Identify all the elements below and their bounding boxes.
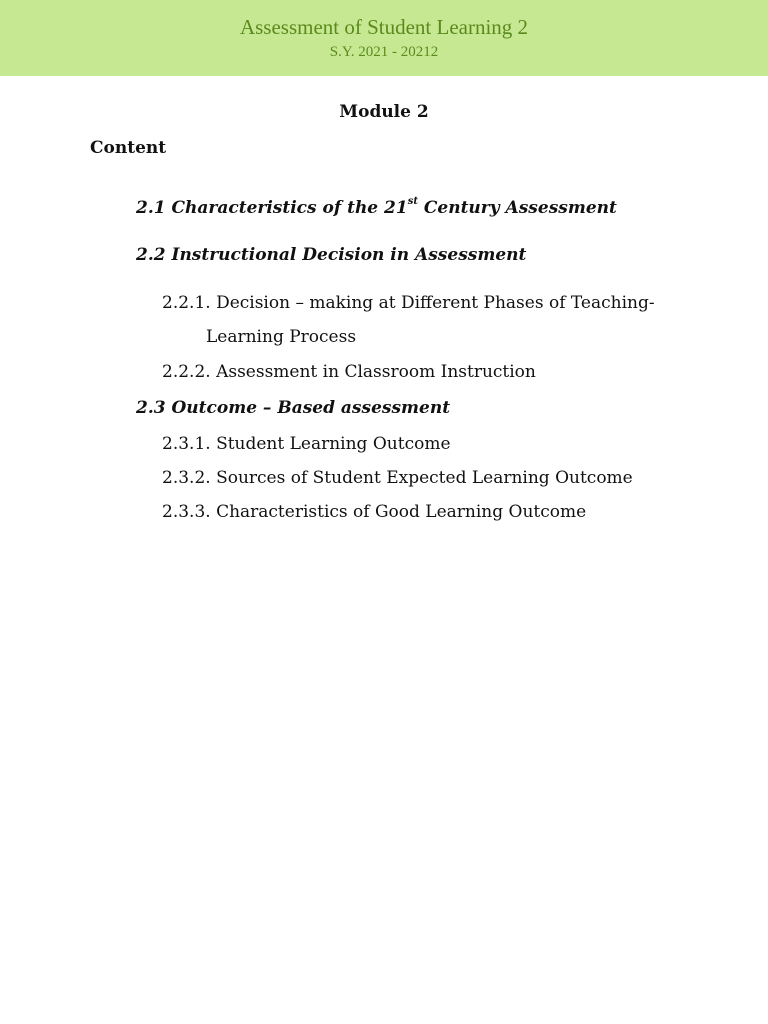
section-heading-2-3: 2.3 Outcome – Based assessment [136,398,451,418]
list-item-2-2-1-continued: Learning Process [206,327,357,347]
header-title: Assessment of Student Learning 2 [239,15,529,39]
list-item-2-3-2: 2.3.2. Sources of Student Expected Learning Outcome [162,468,633,488]
module-title: Module 2 [339,102,429,122]
list-item-2-2-1: 2.2.1. Decision – making at Different Phases of Teaching- [162,293,655,313]
section-heading-2-1 [136,197,617,219]
list-item-2-2-2: 2.2.2. Assessment in Classroom Instruction [162,362,536,382]
section-heading-2-2: 2.2 Instructional Decision in Assessment [136,245,527,265]
page-header [0,0,768,76]
section-heading-2-1-suffix: Century Assessment [417,198,617,218]
section-heading-2-1-sup: st [407,196,418,208]
content-label: Content [90,138,167,158]
header-school-year: S.Y. 2021 - 20212 [329,44,439,60]
list-item-2-3-1: 2.3.1. Student Learning Outcome [162,434,451,454]
section-heading-2-1-prefix: 2.1 Characteristics of the 21 [136,198,408,218]
list-item-2-3-3: 2.3.3. Characteristics of Good Learning Outcome [162,502,587,522]
